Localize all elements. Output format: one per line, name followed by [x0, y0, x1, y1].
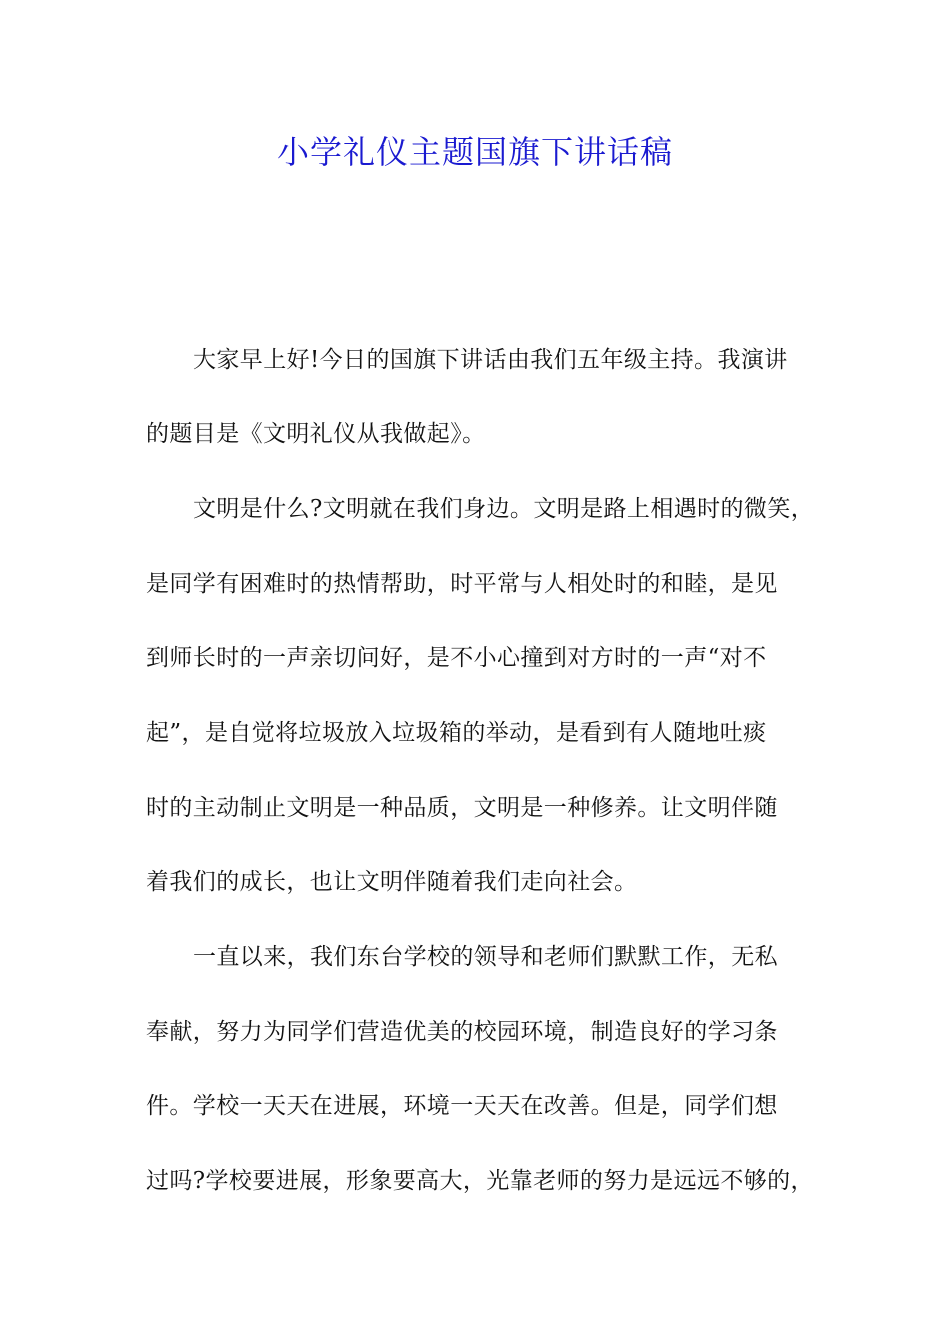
- paragraph-3-line-2: 奉献，努力为同学们营造优美的校园环境，制造良好的学习条: [146, 1019, 778, 1045]
- paragraph-2-line-6: 着我们的成长，也让文明伴随着我们走向社会。: [146, 869, 638, 895]
- paragraph-1-line-2: 的题目是《文明礼仪从我做起》。: [146, 421, 486, 447]
- paragraph-3-line-4: 过吗?学校要进展，形象要高大，光靠老师的努力是远远不够的，: [146, 1168, 814, 1194]
- paragraph-2-line-5: 时的主动制止文明是一种品质，文明是一种修养。让文明伴随: [146, 795, 778, 821]
- paragraph-2-line-2: 是同学有困难时的热情帮助，时平常与人相处时的和睦，是见: [146, 571, 778, 597]
- paragraph-2-line-1: 文明是什么?文明就在我们身边。文明是路上相遇时的微笑，: [193, 496, 815, 522]
- paragraph-1-line-1: 大家早上好!今日的国旗下讲话由我们五年级主持。我演讲: [193, 347, 788, 373]
- document-title: 小学礼仪主题国旗下讲话稿: [276, 133, 673, 171]
- paragraph-2-line-3: 到师长时的一声亲切问好，是不小心撞到对方时的一声“对不: [146, 645, 767, 671]
- paragraph-3-line-3: 件。学校一天天在进展，环境一天天在改善。但是，同学们想: [146, 1093, 778, 1119]
- paragraph-2-line-4: 起”，是自觉将垃圾放入垃圾箱的举动，是看到有人随地吐痰: [146, 720, 767, 746]
- paragraph-3-line-1: 一直以来，我们东台学校的领导和老师们默默工作，无私: [193, 944, 778, 970]
